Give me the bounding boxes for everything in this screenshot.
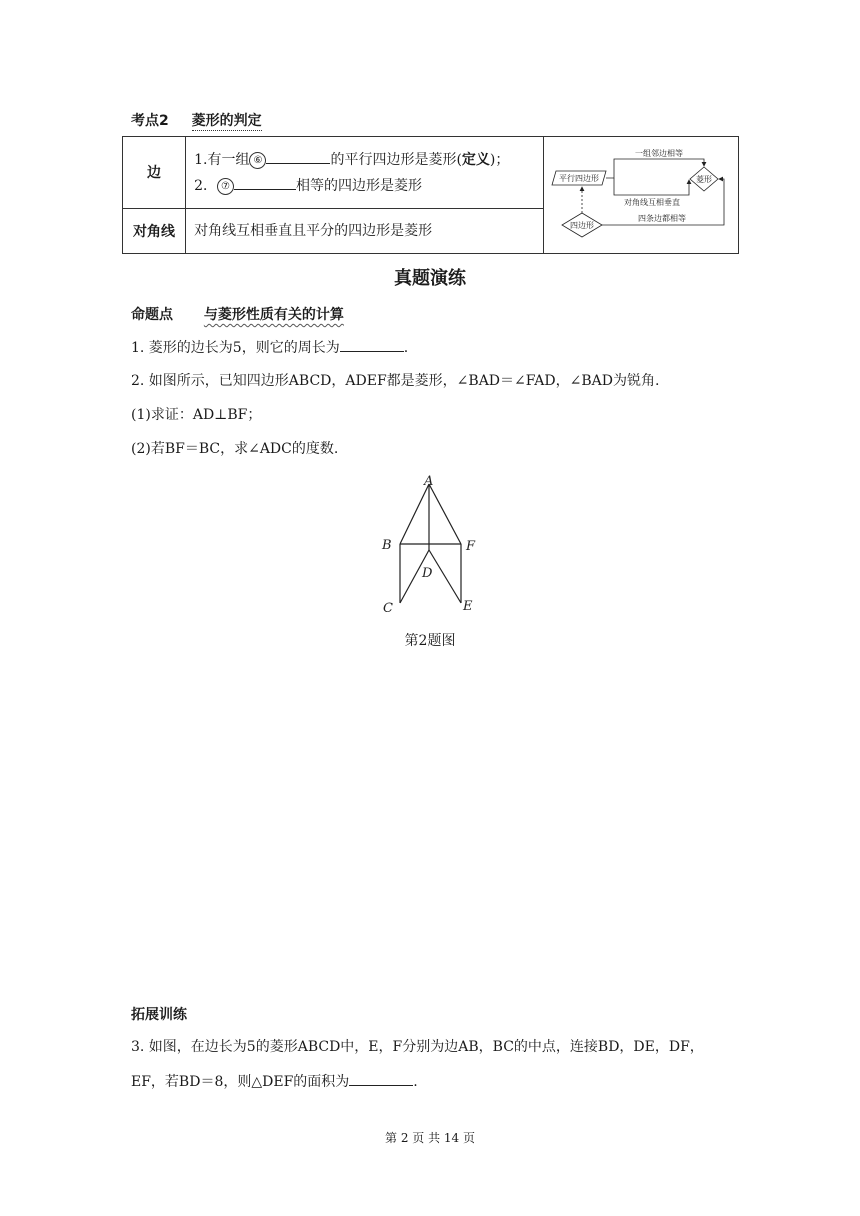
edge-mid-label: 对角线互相垂直 xyxy=(623,198,680,207)
question-2-stem: 2. 如图所示，已知四边形ABCD，ADEF都是菱形，∠BAD＝∠FAD，∠BAD为锐角. xyxy=(131,373,660,389)
proposition-heading xyxy=(131,304,344,324)
edge-top-arrow xyxy=(606,159,704,178)
judgement-table xyxy=(122,136,739,254)
row-edge-content xyxy=(186,137,544,209)
extension-heading: 拓展训练 xyxy=(131,1007,187,1023)
point-B-label: B xyxy=(382,538,392,553)
row-diag-label: 对角线 xyxy=(123,208,186,253)
segment-AB xyxy=(400,484,429,544)
point-F-label: F xyxy=(466,539,476,554)
proposition-label: 命题点 xyxy=(131,307,173,323)
flowchart-cell xyxy=(543,137,738,254)
edge-item-2: 2． ⑦ 相等的四边形是菱形 xyxy=(194,175,543,196)
point-C-label: C xyxy=(383,601,393,616)
kaodian-label: 考点2 xyxy=(131,113,169,129)
edge-mid-arrow xyxy=(614,178,689,195)
kaodian-title: 菱形的判定 xyxy=(191,113,262,129)
kaodian-heading xyxy=(131,110,262,130)
page-footer: 第 2 页 共 14 页 xyxy=(385,1131,475,1145)
question-1: 1. 菱形的边长为5，则它的周长为 . xyxy=(131,337,408,358)
parallelogram-text: 平行四边形 xyxy=(558,174,599,183)
point-D-label: D xyxy=(422,566,433,581)
segment-AF xyxy=(429,484,461,544)
section-title: 真题演练 xyxy=(394,268,466,289)
answer-blank-q1[interactable] xyxy=(340,337,404,352)
blank-7[interactable] xyxy=(234,175,296,190)
question-2-part-2: (2)若BF＝BC，求∠ADC的度数. xyxy=(131,441,339,457)
question-2-part-1: (1)求证：AD⊥BF； xyxy=(131,407,262,423)
row-edge-label: 边 xyxy=(123,137,186,209)
question-3-line-1: 3. 如图，在边长为5的菱形ABCD中，E，F分别为边AB，BC的中点，连接BD，DE，DF， xyxy=(131,1039,704,1055)
rhombus-flowchart xyxy=(544,137,738,249)
proposition-title: 与菱形性质有关的计算 xyxy=(203,307,344,323)
question-3-line-2: EF，若BD＝8，则△DEF的面积为 . xyxy=(131,1071,418,1092)
figure-caption: 第2题图 xyxy=(404,633,456,649)
rhombus-text: 菱形 xyxy=(695,175,712,184)
row-diag-text: 对角线互相垂直且平分的四边形是菱形 xyxy=(186,208,544,253)
answer-blank-q3[interactable] xyxy=(349,1071,413,1086)
blank-6[interactable] xyxy=(266,149,330,164)
edge-top-label: 一组邻边相等 xyxy=(634,149,683,158)
point-E-label: E xyxy=(463,599,473,614)
point-A-label: A xyxy=(424,474,434,489)
quadrilateral-text: 四边形 xyxy=(569,221,594,230)
segment-ED xyxy=(429,550,461,603)
edge-item-1: 1.有一组 ⑥ 的平行四边形是菱形(定义)； xyxy=(194,149,543,175)
edge-bottom-label: 四条边都相等 xyxy=(637,214,686,223)
q2-figure xyxy=(370,470,490,618)
